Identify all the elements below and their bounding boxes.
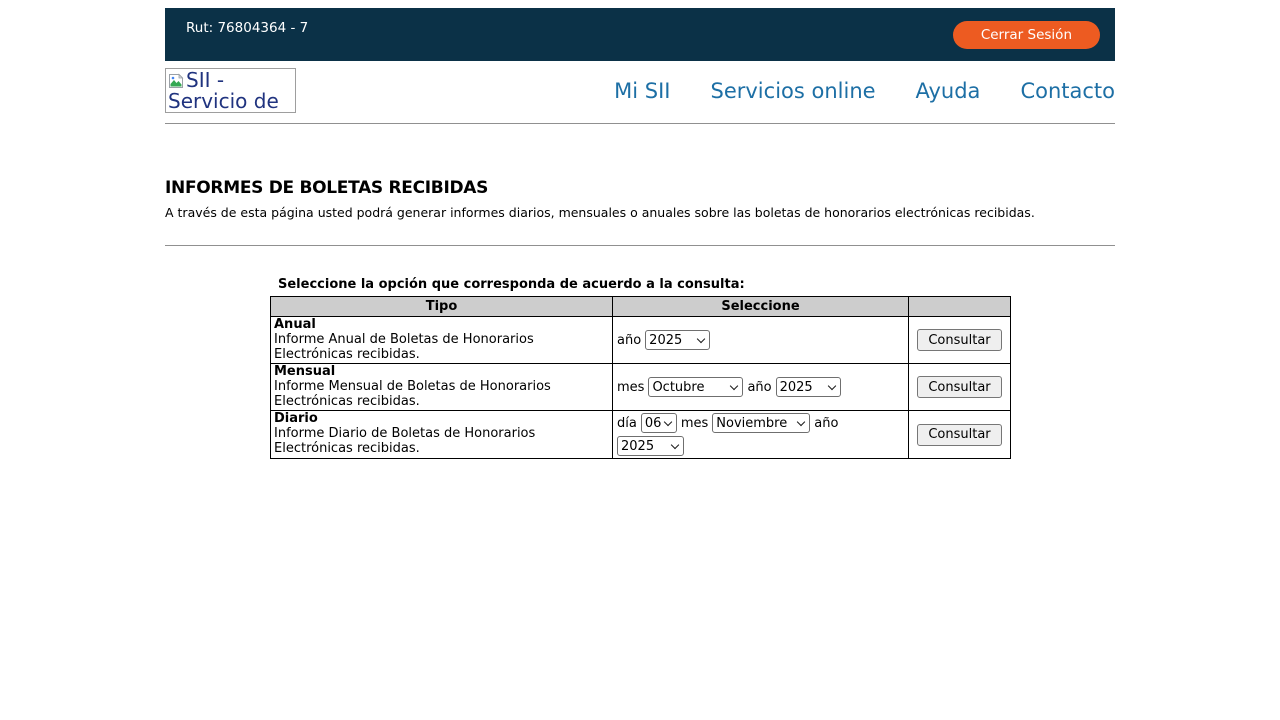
main-nav [614, 79, 1115, 103]
mensual-description: Informe Mensual de Boletas de Honorarios Electrónicas recibidas. [274, 379, 551, 409]
diario-ano-label: año [814, 415, 839, 431]
nav-ayuda[interactable]: Ayuda [915, 78, 981, 103]
mensual-ano-select[interactable] [776, 377, 841, 397]
diario-seleccione-cell [613, 411, 909, 459]
broken-image-icon [168, 73, 184, 89]
anual-action-cell [909, 317, 1011, 364]
page-title: INFORMES DE BOLETAS RECIBIDAS [165, 178, 489, 198]
diario-dia-select[interactable] [641, 413, 677, 433]
diario-mes-select[interactable] [712, 413, 810, 433]
diario-action-cell [909, 411, 1011, 459]
diario-title: Diario [274, 411, 318, 426]
rut-text: Rut: 76804364 - 7 [186, 20, 309, 36]
diario-ano-select[interactable] [617, 436, 684, 456]
mensual-mes-select[interactable] [648, 377, 743, 397]
header-accion [909, 297, 1011, 317]
logout-button[interactable]: Cerrar Sesión [953, 21, 1100, 49]
title-divider [165, 245, 1115, 246]
page-description: A través de esta página usted podrá generar informes diarios, mensuales o anuales sobre las boletas de honorarios electrónicas recibidas. [165, 205, 1035, 220]
sii-logo[interactable] [165, 68, 296, 113]
logo-alt-text: SII - Servicio de [168, 68, 279, 113]
anual-tipo-cell [271, 317, 613, 364]
table-row-anual [271, 317, 1011, 364]
diario-tipo-cell [271, 411, 613, 459]
page-container [165, 0, 1115, 459]
nav-mi-sii[interactable]: Mi SII [614, 78, 671, 103]
header-seleccione: Seleccione [613, 297, 909, 317]
anual-ano-label: año [617, 332, 642, 348]
diario-description: Informe Diario de Boletas de Honorarios Electrónicas recibidas. [274, 426, 536, 456]
diario-mes-label: mes [680, 415, 709, 431]
header-divider [165, 123, 1115, 124]
instruction-text: Seleccione la opción que corresponda de acuerdo a la consulta: [278, 277, 745, 292]
anual-consultar-button[interactable]: Consultar [917, 329, 1001, 351]
anual-description: Informe Anual de Boletas de Honorarios Electrónicas recibidas. [274, 332, 534, 362]
mensual-seleccione-cell [613, 364, 909, 411]
mensual-mes-label: mes [617, 379, 645, 395]
anual-ano-select[interactable] [645, 330, 710, 350]
anual-seleccione-cell [613, 317, 909, 364]
session-topbar [165, 8, 1115, 61]
consulta-section [270, 277, 1010, 459]
mensual-consultar-button[interactable]: Consultar [917, 376, 1001, 398]
mensual-ano-label: año [747, 379, 772, 395]
mensual-title: Mensual [274, 364, 336, 379]
diario-dia-label: día [617, 415, 637, 431]
informes-table [270, 296, 1011, 459]
header-tipo: Tipo [271, 297, 613, 317]
mensual-tipo-cell [271, 364, 613, 411]
table-header-row [271, 297, 1011, 317]
nav-servicios-online[interactable]: Servicios online [710, 78, 876, 103]
diario-consultar-button[interactable]: Consultar [917, 424, 1001, 446]
nav-contacto[interactable]: Contacto [1020, 78, 1115, 103]
site-header [165, 68, 1115, 113]
mensual-action-cell [909, 364, 1011, 411]
table-row-mensual [271, 364, 1011, 411]
anual-title: Anual [274, 317, 316, 332]
table-row-diario [271, 411, 1011, 459]
